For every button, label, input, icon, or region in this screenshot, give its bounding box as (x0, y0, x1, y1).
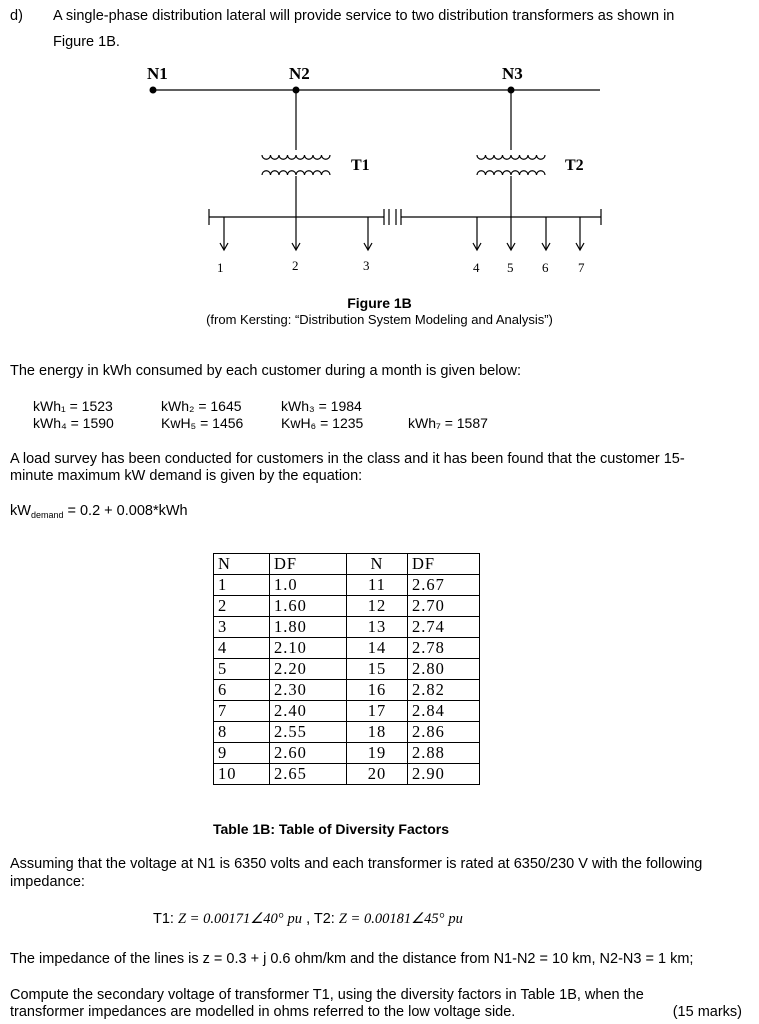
customer-5-label: 5 (507, 260, 514, 275)
figure-1b-diagram (0, 55, 759, 285)
kwh5-value: KwH₅ = 1456 (161, 415, 244, 431)
kwh4-value: kWh₄ = 1590 (33, 415, 114, 431)
df-cell: 1.0 (270, 575, 347, 596)
df-cell: 2.60 (270, 743, 347, 764)
df-cell: 2.70 (408, 596, 480, 617)
table-row (214, 638, 480, 659)
customer-3-label: 3 (363, 258, 370, 273)
n-cell: 9 (214, 743, 270, 764)
table-row (214, 722, 480, 743)
t1-impedance-label: T1: (153, 911, 174, 927)
assumption-line1: Assuming that the voltage at N1 is 6350 volts and each transformer is rated at 6350/230 V with the following (10, 856, 703, 872)
load-survey-line1: A load survey has been conducted for customers in the class and it has been found that the customer 15- (10, 451, 685, 467)
node-n2-dot (293, 87, 300, 94)
assumption-line2: impedance: (10, 874, 85, 890)
df-cell: 2.55 (270, 722, 347, 743)
n-cell: 10 (214, 764, 270, 785)
n-cell: N (214, 554, 270, 575)
n-cell: N (347, 554, 408, 575)
table-caption: Table 1B: Table of Diversity Factors (213, 821, 449, 837)
diversity-factor-table (213, 553, 480, 785)
question-intro-line2: Figure 1B. (53, 34, 120, 50)
n-cell: 6 (214, 680, 270, 701)
load-survey-line2: minute maximum kW demand is given by the equation: (10, 468, 363, 484)
df-cell: 2.78 (408, 638, 480, 659)
n-cell: 17 (347, 701, 408, 722)
customer-6-label: 6 (542, 260, 549, 275)
df-cell: DF (408, 554, 480, 575)
kwh1-value: kWh₁ = 1523 (33, 398, 113, 414)
node-n1-dot (150, 87, 157, 94)
kwh2-value: kWh₂ = 1645 (161, 398, 242, 414)
table-row (214, 596, 480, 617)
df-cell: 2.84 (408, 701, 480, 722)
table-row (214, 743, 480, 764)
energy-intro: The energy in kWh consumed by each customer during a month is given below: (10, 363, 521, 379)
df-cell: 2.88 (408, 743, 480, 764)
customer-1-label: 1 (217, 260, 224, 275)
node-n1-label: N1 (147, 64, 168, 83)
table-row (214, 701, 480, 722)
t1-secondary-coil (262, 171, 330, 175)
t2-impedance-unit: pu (448, 911, 463, 927)
t1-impedance-value: Z = 0.00171∠40° (177, 911, 284, 927)
df-cell: DF (270, 554, 347, 575)
figure-caption-source: (from Kersting: “Distribution System Modeling and Analysis”) (206, 312, 553, 327)
t2-primary-coil (477, 155, 545, 159)
t2-secondary-coil (477, 171, 545, 175)
df-cell: 2.40 (270, 701, 347, 722)
customer-4-label: 4 (473, 260, 480, 275)
df-cell: 2.90 (408, 764, 480, 785)
table-row (214, 659, 480, 680)
node-n3-dot (508, 87, 515, 94)
kwh7-value: kWh₇ = 1587 (408, 415, 488, 431)
demand-eq-rest: = 0.2 + 0.008*kWh (63, 503, 188, 519)
t1-primary-coil (262, 155, 330, 159)
df-cell: 2.82 (408, 680, 480, 701)
kwh6-value: KwH₆ = 1235 (281, 415, 364, 431)
task-line2: transformer impedances are modelled in ohms referred to the low voltage side. (10, 1004, 516, 1020)
n-cell: 5 (214, 659, 270, 680)
n-cell: 2 (214, 596, 270, 617)
table-header-row (214, 554, 480, 575)
n-cell: 16 (347, 680, 408, 701)
n-cell: 15 (347, 659, 408, 680)
df-cell: 2.30 (270, 680, 347, 701)
n-cell: 12 (347, 596, 408, 617)
df-cell: 2.86 (408, 722, 480, 743)
df-cell: 1.80 (270, 617, 347, 638)
node-n3-label: N3 (502, 64, 523, 83)
n-cell: 11 (347, 575, 408, 596)
demand-eq-prefix: kW (10, 503, 31, 519)
n-cell: 14 (347, 638, 408, 659)
df-cell: 2.80 (408, 659, 480, 680)
n-cell: 19 (347, 743, 408, 764)
n-cell: 8 (214, 722, 270, 743)
customer-2-label: 2 (292, 258, 299, 273)
df-cell: 1.60 (270, 596, 347, 617)
df-cell: 2.65 (270, 764, 347, 785)
df-cell: 2.74 (408, 617, 480, 638)
question-intro-line1: A single-phase distribution lateral will provide service to two distribution transformers as shown in (53, 8, 675, 24)
n-cell: 20 (347, 764, 408, 785)
line-impedance-text: The impedance of the lines is z = 0.3 + j 0.6 ohm/km and the distance from N1-N2 = 10 km, N2-N3 = 1 km; (10, 951, 694, 967)
transformer-t1-label: T1 (351, 157, 370, 174)
demand-eq-sub: demand (30, 510, 64, 520)
customer-7-label: 7 (578, 260, 585, 275)
n-cell: 13 (347, 617, 408, 638)
t1-impedance-unit: pu (287, 911, 303, 927)
t2-impedance-value: Z = 0.00181∠45° (338, 911, 445, 927)
kwh3-value: kWh₃ = 1984 (281, 398, 362, 414)
df-cell: 2.20 (270, 659, 347, 680)
df-cell: 2.67 (408, 575, 480, 596)
n-cell: 7 (214, 701, 270, 722)
n-cell: 4 (214, 638, 270, 659)
t2-impedance-label: T2: (313, 911, 335, 927)
transformer-impedances (153, 911, 463, 928)
task-marks: (15 marks) (672, 1004, 742, 1020)
task-line1: Compute the secondary voltage of transformer T1, using the diversity factors in Table 1B, when the (10, 987, 644, 1003)
transformer-t2-label: T2 (565, 157, 584, 174)
node-n2-label: N2 (289, 64, 310, 83)
demand-equation (10, 503, 188, 519)
table-row (214, 764, 480, 785)
question-label: d) (10, 8, 23, 24)
impedance-separator: , (302, 911, 314, 927)
table-row (214, 680, 480, 701)
table-row (214, 575, 480, 596)
n-cell: 3 (214, 617, 270, 638)
figure-caption-title: Figure 1B (347, 295, 412, 311)
table-row (214, 617, 480, 638)
df-cell: 2.10 (270, 638, 347, 659)
n-cell: 18 (347, 722, 408, 743)
n-cell: 1 (214, 575, 270, 596)
